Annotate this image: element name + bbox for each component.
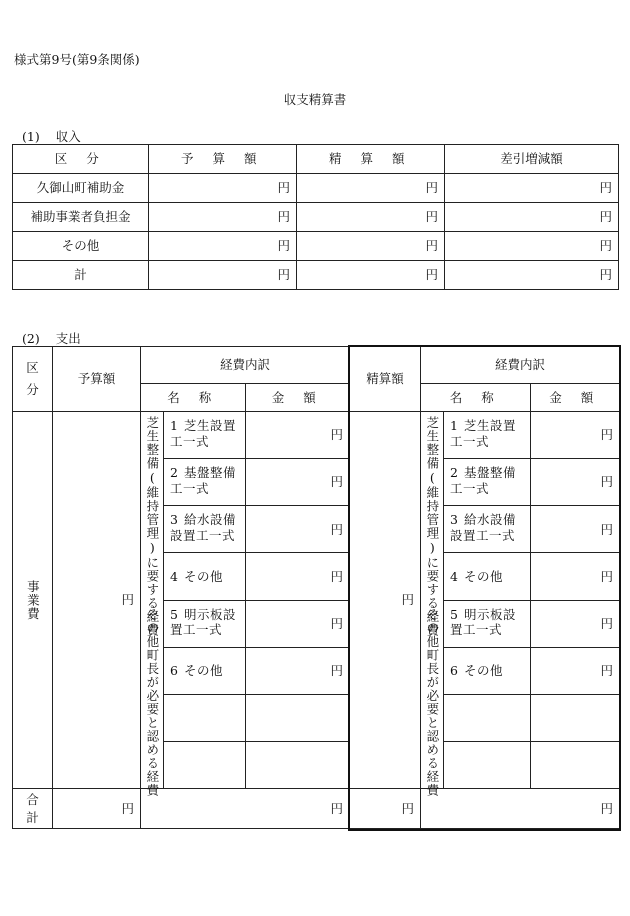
expense-table [12, 346, 620, 829]
expense-header-kubun: 区分 [13, 347, 53, 412]
income-settlement-cell[interactable]: 円 [297, 261, 445, 290]
expense-item-name-blank[interactable] [164, 694, 246, 741]
expense-total-breakdown-settlement[interactable]: 円 [421, 789, 620, 829]
expense-item-name: 4 その他 [164, 553, 246, 600]
income-header-difference: 差引増減額 [445, 145, 619, 174]
expense-item-amount-settlement[interactable]: 円 [531, 553, 620, 600]
expense-item-amount-settlement[interactable]: 円 [531, 600, 620, 647]
expense-heading-label: 支出 [55, 331, 81, 346]
income-header-row [13, 145, 619, 174]
expense-item-name-blank[interactable] [164, 741, 246, 788]
expense-category-turf: 芝生整備(維持管理)に要する経費 [144, 416, 160, 637]
expense-item-amount[interactable]: 円 [246, 412, 350, 459]
expense-header-breakdown-settlement: 経費内訳 [421, 347, 620, 384]
expense-item-amount-settlement[interactable]: 円 [531, 412, 620, 459]
expense-header-settlement: 精算額 [350, 347, 421, 412]
income-row-label: 久御山町補助金 [13, 174, 149, 203]
income-budget-cell[interactable]: 円 [149, 203, 297, 232]
income-row-self-burden [13, 203, 619, 232]
income-header-kubun: 区 分 [13, 145, 149, 174]
income-row-label: 計 [13, 261, 149, 290]
income-budget-cell[interactable]: 円 [149, 232, 297, 261]
expense-item-name-settlement: 2 基盤整備工一式 [444, 459, 531, 506]
expense-item-amount-settlement[interactable]: 円 [531, 647, 620, 694]
expense-header-name-settlement: 名 称 [421, 384, 531, 412]
income-row-subsidy [13, 174, 619, 203]
expense-total-row [13, 789, 620, 829]
expense-header-amount-settlement: 金 額 [531, 384, 620, 412]
expense-category-turf-settlement: 芝生整備(維持管理)に要する経費 [424, 416, 440, 637]
income-settlement-cell[interactable]: 円 [297, 203, 445, 232]
income-heading [22, 127, 81, 145]
expense-header-name: 名 称 [141, 384, 246, 412]
expense-item-row [13, 412, 620, 459]
expense-item-name-settlement: 1 芝生設置工一式 [444, 412, 531, 459]
expense-item-amount-settlement[interactable]: 円 [531, 459, 620, 506]
expense-item-amount-blank-settlement[interactable] [531, 741, 620, 788]
expense-header-budget: 予算額 [53, 347, 141, 412]
expense-header-amount: 金 額 [246, 384, 350, 412]
expense-total-label: 合計 [26, 792, 39, 825]
expense-item-amount[interactable]: 円 [246, 459, 350, 506]
expense-item-name: 2 基盤整備工一式 [164, 459, 246, 506]
income-difference-cell[interactable]: 円 [445, 261, 619, 290]
expense-total-settlement[interactable]: 円 [350, 789, 421, 829]
document-title: 収支精算書 [283, 92, 347, 107]
expense-item-name: 1 芝生設置工一式 [164, 412, 246, 459]
expense-item-name-settlement: 6 その他 [444, 647, 531, 694]
expense-total-label-cell [13, 789, 53, 829]
expense-settlement-cell[interactable]: 円 [350, 412, 421, 789]
income-heading-label: 収入 [55, 129, 81, 144]
expense-item-amount-blank-settlement[interactable] [531, 694, 620, 741]
expense-item-amount[interactable]: 円 [246, 600, 350, 647]
expense-item-name-blank-settlement[interactable] [444, 741, 531, 788]
income-settlement-cell[interactable]: 円 [297, 174, 445, 203]
income-difference-cell[interactable]: 円 [445, 203, 619, 232]
expense-item-amount-blank[interactable] [246, 694, 350, 741]
income-table [12, 144, 619, 290]
expense-item-name: 3 給水設備設置工一式 [164, 506, 246, 553]
expense-header-breakdown: 経費内訳 [141, 347, 350, 384]
expense-category-other: その他町長が必要と認める経費 [144, 608, 160, 797]
expense-item-amount-settlement[interactable]: 円 [531, 506, 620, 553]
expense-item-amount-blank[interactable] [246, 741, 350, 788]
income-row-other [13, 232, 619, 261]
expense-item-name-settlement: 3 給水設備設置工一式 [444, 506, 531, 553]
expense-item-amount[interactable]: 円 [246, 553, 350, 600]
income-row-total [13, 261, 619, 290]
income-budget-cell[interactable]: 円 [149, 174, 297, 203]
expense-item-name-settlement: 5 明示板設置工一式 [444, 600, 531, 647]
income-row-label: その他 [13, 232, 149, 261]
expense-heading-number: (2) [22, 331, 40, 346]
expense-item-name: 5 明示板設置工一式 [164, 600, 246, 647]
expense-total-breakdown[interactable]: 円 [141, 789, 350, 829]
income-difference-cell[interactable]: 円 [445, 232, 619, 261]
expense-category-other-settlement: その他町長が必要と認める経費 [424, 608, 440, 797]
expense-row-label: 事業費 [25, 579, 41, 621]
income-heading-number: (1) [22, 129, 40, 144]
expense-budget-cell[interactable]: 円 [53, 412, 141, 789]
expense-total-budget[interactable]: 円 [53, 789, 141, 829]
expense-category-cell-settlement [421, 412, 444, 797]
income-header-budget: 予 算 額 [149, 145, 297, 174]
expense-item-amount[interactable]: 円 [246, 506, 350, 553]
expense-item-name-blank-settlement[interactable] [444, 694, 531, 741]
expense-category-cell [141, 412, 164, 797]
income-header-settlement: 精 算 額 [297, 145, 445, 174]
income-budget-cell[interactable]: 円 [149, 261, 297, 290]
income-row-label: 補助事業者負担金 [13, 203, 149, 232]
expense-item-amount[interactable]: 円 [246, 647, 350, 694]
expense-row-label-cell [13, 412, 53, 789]
income-difference-cell[interactable]: 円 [445, 174, 619, 203]
expense-heading [22, 329, 81, 347]
expense-header-row-1 [13, 347, 620, 384]
form-number: 様式第9号(第9条関係) [14, 52, 140, 67]
expense-item-name: 6 その他 [164, 647, 246, 694]
income-settlement-cell[interactable]: 円 [297, 232, 445, 261]
expense-item-name-settlement: 4 その他 [444, 553, 531, 600]
